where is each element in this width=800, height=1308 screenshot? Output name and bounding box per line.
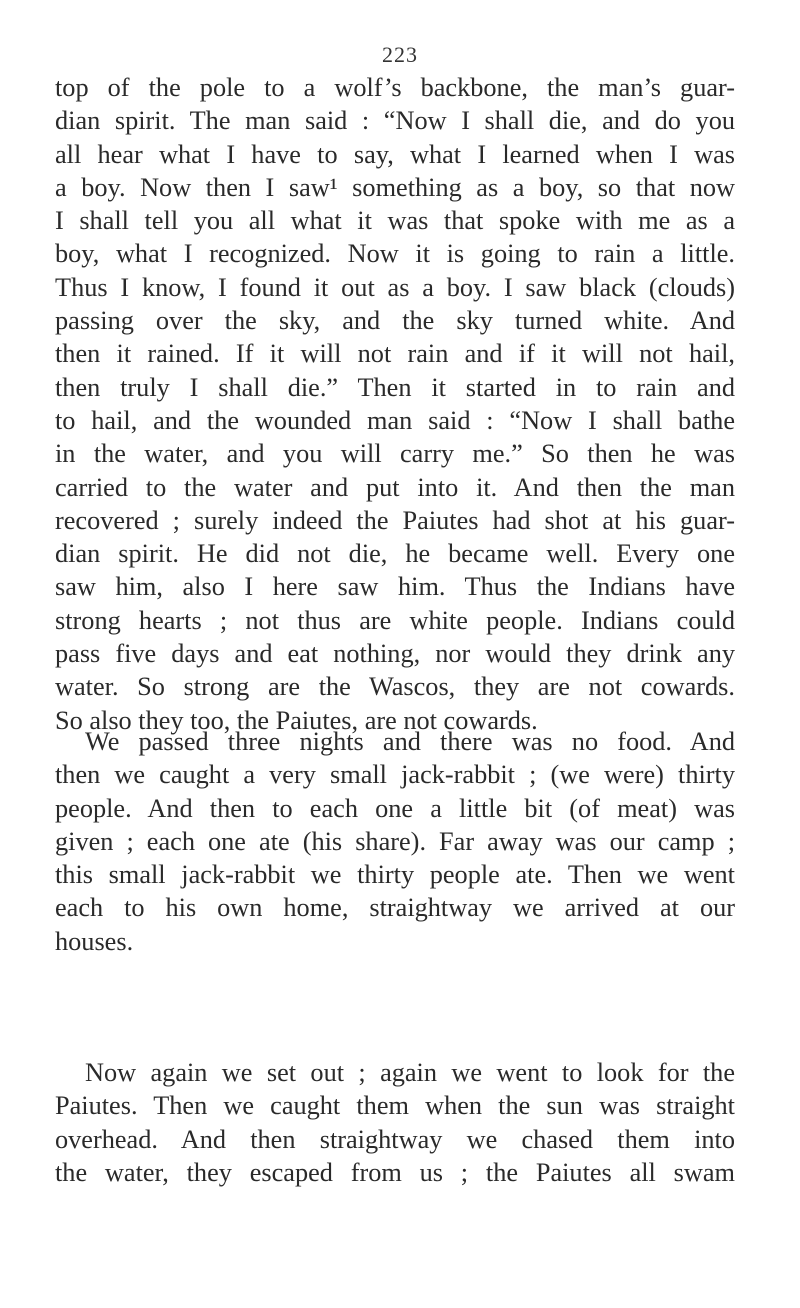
text-line: Paiutes. Then we caught them when the sun was straight: [55, 1091, 735, 1121]
text-line: pass five days and eat nothing, nor would they drink any: [55, 639, 735, 669]
text-line: boy, what I recognized. Now it is going to rain a little.: [55, 239, 735, 269]
text-line: each to his own home, straightway we arrived at our: [55, 893, 735, 923]
text-line: recovered ; surely indeed the Paiutes had shot at his guar-: [55, 505, 735, 535]
text-line: We passed three nights and there was no food. And: [85, 727, 735, 756]
text-line: people. And then to each one a little bit (of meat) was: [55, 793, 735, 823]
text-line: passing over the sky, and the sky turned white. And: [55, 306, 735, 336]
text-line: dian spirit. He did not die, he became well. Every one: [55, 539, 735, 569]
text-line: Now again we set out ; again we went to look for the: [85, 1058, 735, 1087]
text-line: given ; each one ate (his share). Far away was our camp ;: [55, 826, 735, 856]
paragraph-1: [55, 71, 735, 737]
text-line: then truly I shall die.” Then it started in to rain and: [55, 372, 735, 402]
text-line: all hear what I have to say, what I learned when I was: [55, 139, 735, 169]
paragraph-2: [55, 725, 735, 958]
text-line: saw him, also I here saw him. Thus the Indians have: [55, 572, 735, 602]
page-number: 223: [382, 42, 418, 67]
text-line: top of the pole to a wolf’s backbone, the man’s guar-: [55, 73, 735, 102]
text-line: dian spirit. The man said : “Now I shall die, and do you: [55, 106, 735, 136]
text-line: I shall tell you all what it was that spoke with me as a: [55, 206, 735, 236]
paragraph-3: [55, 1056, 735, 1189]
text-line: the water, they escaped from us ; the Paiutes all swam: [55, 1157, 735, 1187]
text-line: a boy. Now then I saw¹ something as a boy, so that now: [55, 172, 735, 202]
text-line: then we caught a very small jack-rabbit ; (we were) thirty: [55, 760, 735, 790]
text-line: water. So strong are the Wascos, they are not cowards.: [55, 672, 735, 702]
text-line: houses.: [55, 926, 134, 956]
text-line: this small jack-rabbit we thirty people ate. Then we went: [55, 860, 735, 890]
text-line: then it rained. If it will not rain and if it will not hail,: [55, 339, 735, 369]
text-line: So also they too, the Paiutes, are not cowards.: [55, 705, 538, 735]
text-line: Thus I know, I found it out as a boy. I saw black (clouds): [55, 272, 735, 302]
text-line: strong hearts ; not thus are white people. Indians could: [55, 605, 735, 635]
text-line: to hail, and the wounded man said : “Now I shall bathe: [55, 405, 735, 435]
text-line: overhead. And then straightway we chased them into: [55, 1124, 735, 1154]
text-line: in the water, and you will carry me.” So then he was: [55, 439, 735, 469]
text-line: carried to the water and put into it. And then the man: [55, 472, 735, 502]
